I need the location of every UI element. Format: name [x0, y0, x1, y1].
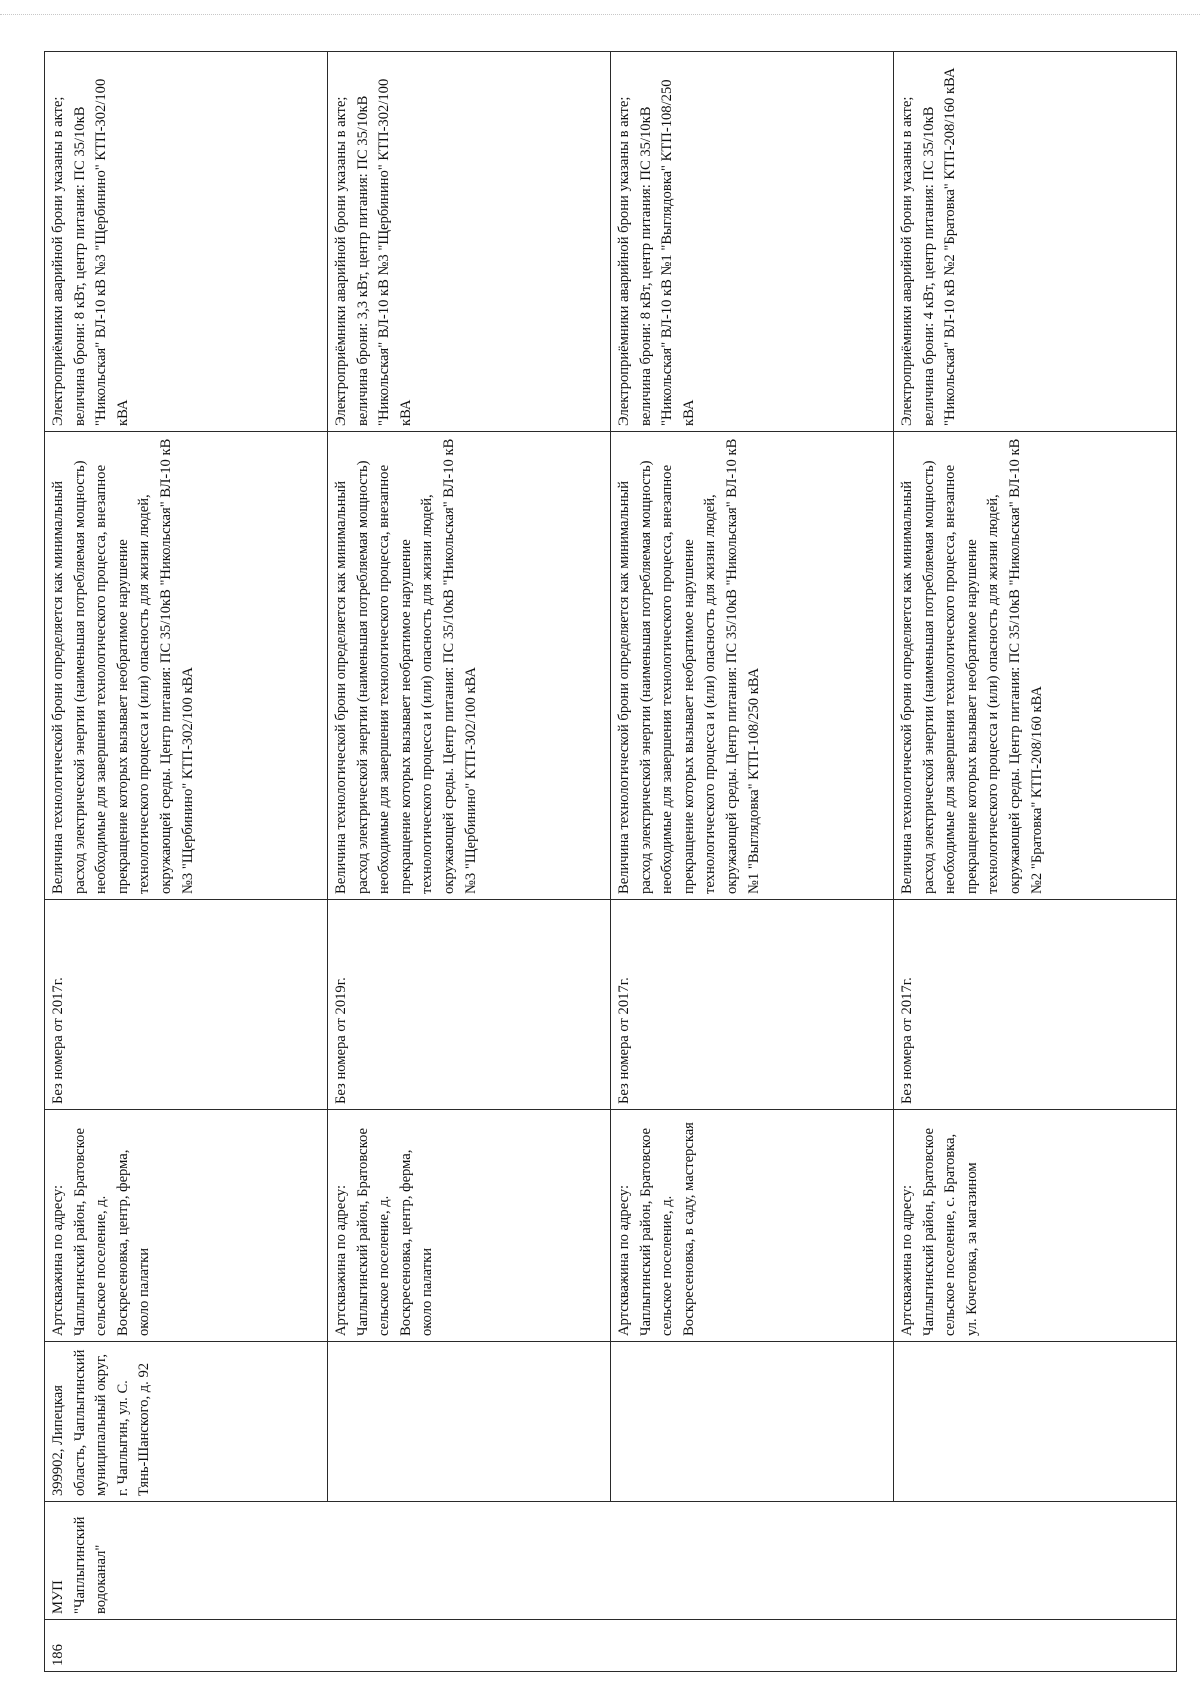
table-row [894, 52, 1177, 1672]
act-cell [328, 900, 611, 1110]
organization-name-cell [45, 1502, 1177, 1620]
object-cell [894, 1110, 1177, 1342]
act-reference: Без номера от 2017г. [899, 977, 915, 1104]
tech-reserve-text: Величина технологической брони определяется как минимальный расход электрической энергии (наименьшая потребляемая мощность) необходимые для завершения технологического процесса, внезапное прекращение которых вызывает необратимое нарушение технологического процесса и (или) опасность для жизни людей, окружающей среды. Центр питания: ПС 35/10кВ "Никольская" ВЛ-10 кВ №3 "Щербинино" КТП-302/100 кВА [50, 438, 196, 894]
row-number: 186 [50, 1644, 66, 1666]
act-cell [45, 900, 328, 1110]
object-address: Артскважина по адресу: Чаплыгинский район, Братовское сельское поселение, д. Воскресеновка, в саду, мастерская [616, 1122, 697, 1336]
tech-reserve-text: Величина технологической брони определяется как минимальный расход электрической энергии (наименьшая потребляемая мощность) необходимые для завершения технологического процесса, внезапное прекращение которых вызывает необратимое нарушение технологического процесса и (или) опасность для жизни людей, окружающей среды. Центр питания: ПС 35/10кВ "Никольская" ВЛ-10 кВ №1 "Выглядовка" КТП-108/250 кВА [616, 438, 762, 894]
act-reference: Без номера от 2019г. [333, 977, 349, 1104]
table-row [328, 52, 611, 1672]
rotated-page-content [44, 52, 1176, 1672]
table-row [611, 52, 894, 1672]
emergency-reserve-cell [328, 52, 611, 432]
act-cell [894, 900, 1177, 1110]
object-cell [328, 1110, 611, 1342]
emergency-reserve-cell [45, 52, 328, 432]
tech-reserve-cell [45, 432, 328, 900]
legal-address-cell-empty [894, 1342, 1177, 1502]
emergency-reserve-cell [894, 52, 1177, 432]
legal-address-cell [45, 1342, 328, 1502]
object-address: Артскважина по адресу: Чаплыгинский район, Братовское сельское поселение, д. Воскресеновка, центр, ферма, около палатки [50, 1128, 153, 1336]
tech-reserve-cell [328, 432, 611, 900]
object-cell [611, 1110, 894, 1342]
page-top-rule [0, 14, 1200, 15]
emergency-reserve-cell [611, 52, 894, 432]
act-reference: Без номера от 2017г. [50, 977, 66, 1104]
object-address: Артскважина по адресу: Чаплыгинский район, Братовское сельское поселение, д. Воскресеновка, центр, ферма, около палатки [333, 1128, 436, 1336]
legal-address-cell-empty [328, 1342, 611, 1502]
tech-reserve-cell [611, 432, 894, 900]
organization-name: МУП "Чаплыгинский водоканал" [50, 1516, 110, 1614]
emergency-reserve-text: Электроприёмники аварийной брони указаны в акте; величина брони: 3,3 кВт, центр питания: ПС 35/10кВ "Никольская" ВЛ-10 кВ №3 "Щербинино" КТП-302/100 кВА [333, 78, 414, 426]
legal-address: 399902, Липецкая область, Чаплыгинский муниципальный округ, г. Чаплыгин, ул. С. Тянь-Шанского, д. 92 [50, 1349, 153, 1496]
legal-address-cell-empty [611, 1342, 894, 1502]
emergency-reserve-text: Электроприёмники аварийной брони указаны в акте; величина брони: 8 кВт, центр питания: ПС 35/10кВ "Никольская" ВЛ-10 кВ №1 "Выглядовка" КТП-108/250 кВА [616, 79, 697, 426]
tech-reserve-text: Величина технологической брони определяется как минимальный расход электрической энергии (наименьшая потребляемая мощность) необходимые для завершения технологического процесса, внезапное прекращение которых вызывает необратимое нарушение технологического процесса и (или) опасность для жизни людей, окружающей среды. Центр питания: ПС 35/10кВ "Никольская" ВЛ-10 кВ №2 "Братовка" КТП-208/160 кВА [899, 438, 1045, 894]
emergency-reserve-text: Электроприёмники аварийной брони указаны в акте; величина брони: 8 кВт, центр питания: ПС 35/10кВ "Никольская" ВЛ-10 кВ №3 "Щербинино" КТП-302/100 кВА [50, 78, 131, 426]
table-row [45, 52, 328, 1672]
row-number-cell [45, 1620, 1177, 1672]
emergency-reserve-text: Электроприёмники аварийной брони указаны в акте; величина брони: 4 кВт, центр питания: ПС 35/10кВ "Никольская" ВЛ-10 кВ №2 "Братовка" КТП-208/160 кВА [899, 67, 959, 426]
act-reference: Без номера от 2017г. [616, 977, 632, 1104]
object-address: Артскважина по адресу: Чаплыгинский район, Братовское сельское поселение, с. Братовка, ул. Кочетовка, за магазином [899, 1128, 980, 1336]
emergency-reserve-table [44, 51, 1177, 1672]
object-cell [45, 1110, 328, 1342]
act-cell [611, 900, 894, 1110]
tech-reserve-text: Величина технологической брони определяется как минимальный расход электрической энергии (наименьшая потребляемая мощность) необходимые для завершения технологического процесса, внезапное прекращение которых вызывает необратимое нарушение технологического процесса и (или) опасность для жизни людей, окружающей среды. Центр питания: ПС 35/10кВ "Никольская" ВЛ-10 кВ №3 "Щербинино" КТП-302/100 кВА [333, 438, 479, 894]
tech-reserve-cell [894, 432, 1177, 900]
